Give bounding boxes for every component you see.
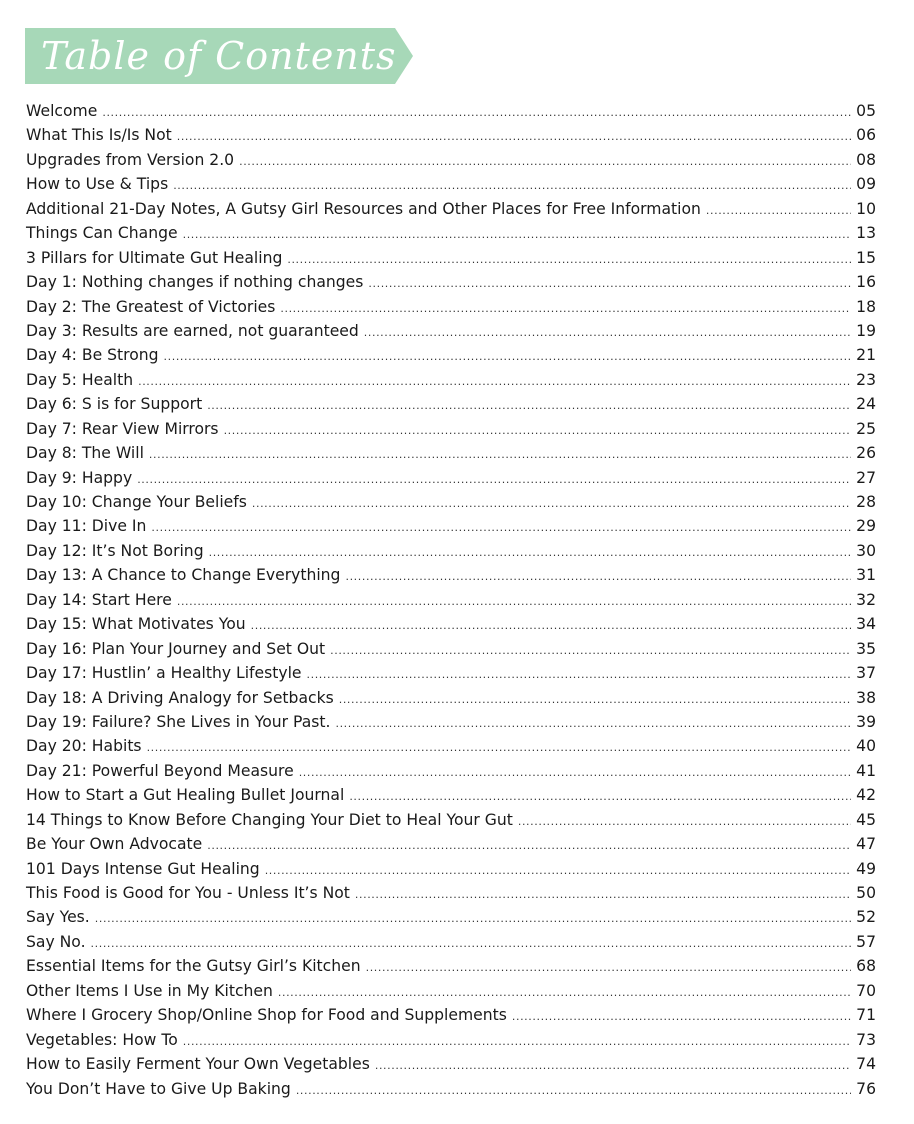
dot-leader bbox=[345, 565, 851, 589]
toc-entry-title: Day 14: Start Here bbox=[26, 590, 172, 609]
dot-leader bbox=[151, 516, 851, 540]
toc-entry-title: Additional 21-Day Notes, A Gutsy Girl Resources and Other Places for Free Information bbox=[26, 199, 701, 218]
toc-entry[interactable] bbox=[26, 148, 876, 172]
dot-leader bbox=[287, 248, 851, 272]
toc-entry[interactable] bbox=[26, 563, 876, 587]
toc-entry-page-number: 50 bbox=[856, 884, 876, 902]
toc-entry-title: Day 3: Results are earned, not guaranteed bbox=[26, 321, 359, 340]
toc-entry[interactable] bbox=[26, 392, 876, 416]
dot-leader bbox=[366, 956, 852, 980]
dot-leader bbox=[149, 443, 851, 467]
toc-entry[interactable] bbox=[26, 954, 876, 978]
toc-entry-page-number: 45 bbox=[856, 810, 876, 829]
toc-entry-page-number: 24 bbox=[856, 395, 876, 414]
toc-entry-title: Essential Items for the Gutsy Girl’s Kitchen bbox=[26, 957, 361, 976]
toc-entry-page-number: 19 bbox=[856, 321, 876, 340]
toc-entry-page-number: 26 bbox=[856, 444, 876, 463]
toc-entry-title: Day 15: What Motivates You bbox=[26, 615, 246, 634]
toc-entry-title: Where I Grocery Shop/Online Shop for Food and Supplements bbox=[26, 1006, 507, 1025]
dot-leader bbox=[368, 272, 851, 296]
toc-entry[interactable] bbox=[26, 99, 876, 123]
toc-entry-page-number: 73 bbox=[856, 1030, 876, 1049]
dot-leader bbox=[91, 932, 852, 956]
toc-entry-title: Day 2: The Greatest of Victories bbox=[26, 297, 276, 316]
table-of-contents bbox=[26, 99, 876, 1101]
toc-entry-page-number: 16 bbox=[856, 273, 876, 292]
toc-entry-page-number: 15 bbox=[856, 248, 876, 267]
toc-entry[interactable] bbox=[26, 832, 876, 856]
toc-entry[interactable] bbox=[26, 246, 876, 270]
dot-leader bbox=[265, 859, 851, 883]
toc-entry[interactable] bbox=[26, 123, 876, 147]
toc-entry[interactable] bbox=[26, 1077, 876, 1101]
dot-leader bbox=[147, 736, 852, 760]
toc-entry-page-number: 52 bbox=[856, 908, 876, 927]
toc-entry-title: Day 16: Plan Your Journey and Set Out bbox=[26, 639, 326, 658]
toc-entry-page-number: 05 bbox=[856, 102, 876, 120]
toc-entry-page-number: 42 bbox=[856, 786, 876, 805]
toc-entry-title: Say No. bbox=[26, 932, 86, 951]
dot-leader bbox=[209, 541, 852, 565]
dot-leader bbox=[349, 785, 851, 809]
toc-entry-page-number: 21 bbox=[856, 346, 876, 365]
toc-entry[interactable] bbox=[26, 808, 876, 832]
toc-entry-title: Day 17: Hustlin’ a Healthy Lifestyle bbox=[26, 664, 302, 683]
toc-entry-title: How to Use & Tips bbox=[26, 175, 169, 194]
toc-entry-page-number: 47 bbox=[856, 835, 876, 854]
toc-entry-page-number: 27 bbox=[856, 468, 876, 487]
dot-leader bbox=[183, 1030, 851, 1054]
toc-entry[interactable] bbox=[26, 539, 876, 563]
dot-leader bbox=[207, 834, 851, 858]
toc-entry-title: 101 Days Intense Gut Healing bbox=[26, 859, 260, 878]
toc-entry-title: Upgrades from Version 2.0 bbox=[26, 150, 235, 169]
toc-entry-page-number: 25 bbox=[856, 419, 876, 438]
toc-entry-title: Be Your Own Advocate bbox=[26, 835, 203, 854]
toc-entry-title: Day 13: A Chance to Change Everything bbox=[26, 566, 341, 585]
toc-entry-title: Things Can Change bbox=[26, 224, 178, 243]
toc-entry[interactable] bbox=[26, 1028, 876, 1052]
toc-entry[interactable] bbox=[26, 368, 876, 392]
toc-entry[interactable] bbox=[26, 979, 876, 1003]
toc-entry-page-number: 09 bbox=[856, 175, 876, 194]
title-banner bbox=[25, 28, 413, 84]
toc-entry[interactable] bbox=[26, 930, 876, 954]
dot-leader bbox=[307, 663, 852, 687]
dot-leader bbox=[335, 712, 851, 736]
toc-entry-page-number: 40 bbox=[856, 737, 876, 756]
toc-entry-title: Day 21: Powerful Beyond Measure bbox=[26, 761, 294, 780]
dot-leader bbox=[375, 1054, 851, 1078]
dot-leader bbox=[102, 101, 851, 125]
toc-entry-page-number: 18 bbox=[856, 297, 876, 316]
toc-entry-page-number: 41 bbox=[856, 761, 876, 780]
toc-entry-page-number: 71 bbox=[856, 1006, 876, 1025]
toc-entry[interactable] bbox=[26, 783, 876, 807]
toc-entry-title: Day 7: Rear View Mirrors bbox=[26, 419, 219, 438]
toc-entry-title: Day 4: Be Strong bbox=[26, 346, 159, 365]
toc-entry[interactable] bbox=[26, 881, 876, 905]
toc-entry[interactable] bbox=[26, 905, 876, 929]
toc-entry-page-number: 29 bbox=[856, 517, 876, 536]
toc-entry-page-number: 39 bbox=[856, 712, 876, 731]
toc-entry-page-number: 30 bbox=[856, 541, 876, 560]
dot-leader bbox=[173, 174, 851, 198]
dot-leader bbox=[138, 370, 851, 394]
toc-entry-title: Day 18: A Driving Analogy for Setbacks bbox=[26, 688, 334, 707]
toc-entry-page-number: 49 bbox=[856, 859, 876, 878]
toc-entry-title: Day 19: Failure? She Lives in Your Past. bbox=[26, 712, 331, 731]
dot-leader bbox=[183, 223, 852, 247]
dot-leader bbox=[177, 590, 851, 614]
toc-entry[interactable] bbox=[26, 1003, 876, 1027]
dot-leader bbox=[518, 810, 851, 834]
dot-leader bbox=[252, 492, 851, 516]
toc-entry-title: You Don’t Have to Give Up Baking bbox=[26, 1079, 291, 1098]
toc-entry-title: How to Easily Ferment Your Own Vegetables bbox=[26, 1055, 370, 1074]
toc-entry-page-number: 74 bbox=[856, 1055, 876, 1074]
dot-leader bbox=[207, 394, 851, 418]
toc-entry-page-number: 38 bbox=[856, 688, 876, 707]
dot-leader bbox=[355, 883, 851, 907]
toc-entry[interactable] bbox=[26, 466, 876, 490]
toc-entry-page-number: 68 bbox=[856, 957, 876, 976]
toc-entry-title: Day 6: S is for Support bbox=[26, 395, 203, 414]
toc-entry[interactable] bbox=[26, 637, 876, 661]
toc-entry-page-number: 35 bbox=[856, 639, 876, 658]
toc-entry-page-number: 31 bbox=[856, 566, 876, 585]
dot-leader bbox=[330, 639, 851, 663]
toc-entry-page-number: 32 bbox=[856, 590, 876, 609]
toc-entry-title: Other Items I Use in My Kitchen bbox=[26, 981, 273, 1000]
toc-entry[interactable] bbox=[26, 319, 876, 343]
toc-entry[interactable] bbox=[26, 270, 876, 294]
toc-entry-title: What This Is/Is Not bbox=[26, 126, 172, 145]
toc-entry-page-number: 34 bbox=[856, 615, 876, 634]
dot-leader bbox=[512, 1005, 851, 1029]
toc-entry[interactable] bbox=[26, 343, 876, 367]
page-title: Table of Contents bbox=[41, 34, 397, 78]
dot-leader bbox=[706, 199, 851, 223]
toc-entry[interactable] bbox=[26, 172, 876, 196]
toc-entry[interactable] bbox=[26, 612, 876, 636]
toc-entry[interactable] bbox=[26, 490, 876, 514]
toc-entry-title: Day 11: Dive In bbox=[26, 517, 147, 536]
dot-leader bbox=[339, 688, 851, 712]
toc-entry-page-number: 76 bbox=[856, 1079, 876, 1098]
dot-leader bbox=[299, 761, 851, 785]
toc-entry[interactable] bbox=[26, 759, 876, 783]
toc-entry-title: Day 5: Health bbox=[26, 370, 134, 389]
dot-leader bbox=[137, 468, 851, 492]
dot-leader bbox=[280, 297, 851, 321]
toc-entry-title: Day 8: The Will bbox=[26, 444, 144, 463]
toc-entry[interactable] bbox=[26, 686, 876, 710]
toc-entry[interactable] bbox=[26, 197, 876, 221]
toc-entry[interactable] bbox=[26, 441, 876, 465]
toc-entry-title: Day 12: It’s Not Boring bbox=[26, 541, 204, 560]
dot-leader bbox=[278, 981, 851, 1005]
toc-entry[interactable] bbox=[26, 1052, 876, 1076]
toc-entry-title: This Food is Good for You - Unless It’s Not bbox=[26, 884, 350, 902]
dot-leader bbox=[164, 345, 852, 369]
toc-entry-title: Day 9: Happy bbox=[26, 468, 133, 487]
toc-entry-page-number: 70 bbox=[856, 981, 876, 1000]
toc-entry-page-number: 57 bbox=[856, 932, 876, 951]
toc-entry[interactable] bbox=[26, 857, 876, 881]
dot-leader bbox=[251, 614, 852, 638]
toc-entry-page-number: 23 bbox=[856, 370, 876, 389]
toc-entry-title: 3 Pillars for Ultimate Gut Healing bbox=[26, 248, 283, 267]
toc-entry-page-number: 06 bbox=[856, 126, 876, 145]
toc-entry-page-number: 37 bbox=[856, 664, 876, 683]
toc-entry[interactable] bbox=[26, 588, 876, 612]
toc-entry[interactable] bbox=[26, 295, 876, 319]
toc-entry[interactable] bbox=[26, 221, 876, 245]
toc-entry-title: Day 1: Nothing changes if nothing changes bbox=[26, 273, 364, 292]
toc-entry[interactable] bbox=[26, 417, 876, 441]
dot-leader bbox=[296, 1079, 851, 1103]
toc-entry-title: Welcome bbox=[26, 102, 98, 120]
toc-entry-title: Day 20: Habits bbox=[26, 737, 142, 756]
dot-leader bbox=[239, 150, 851, 174]
toc-entry[interactable] bbox=[26, 661, 876, 685]
dot-leader bbox=[95, 907, 851, 931]
toc-entry-page-number: 13 bbox=[856, 224, 876, 243]
toc-entry-title: How to Start a Gut Healing Bullet Journal bbox=[26, 786, 345, 805]
dot-leader bbox=[177, 125, 851, 149]
toc-entry-title: Day 10: Change Your Beliefs bbox=[26, 493, 247, 511]
toc-entry-page-number: 28 bbox=[856, 493, 876, 511]
toc-entry[interactable] bbox=[26, 514, 876, 538]
toc-entry-title: Vegetables: How To bbox=[26, 1030, 178, 1049]
toc-entry-title: Say Yes. bbox=[26, 908, 90, 927]
dot-leader bbox=[364, 321, 851, 345]
toc-entry-page-number: 08 bbox=[856, 150, 876, 169]
toc-entry-title: 14 Things to Know Before Changing Your Diet to Heal Your Gut bbox=[26, 810, 513, 829]
toc-entry[interactable] bbox=[26, 710, 876, 734]
dot-leader bbox=[224, 419, 852, 443]
toc-entry-page-number: 10 bbox=[856, 199, 876, 218]
toc-entry[interactable] bbox=[26, 734, 876, 758]
